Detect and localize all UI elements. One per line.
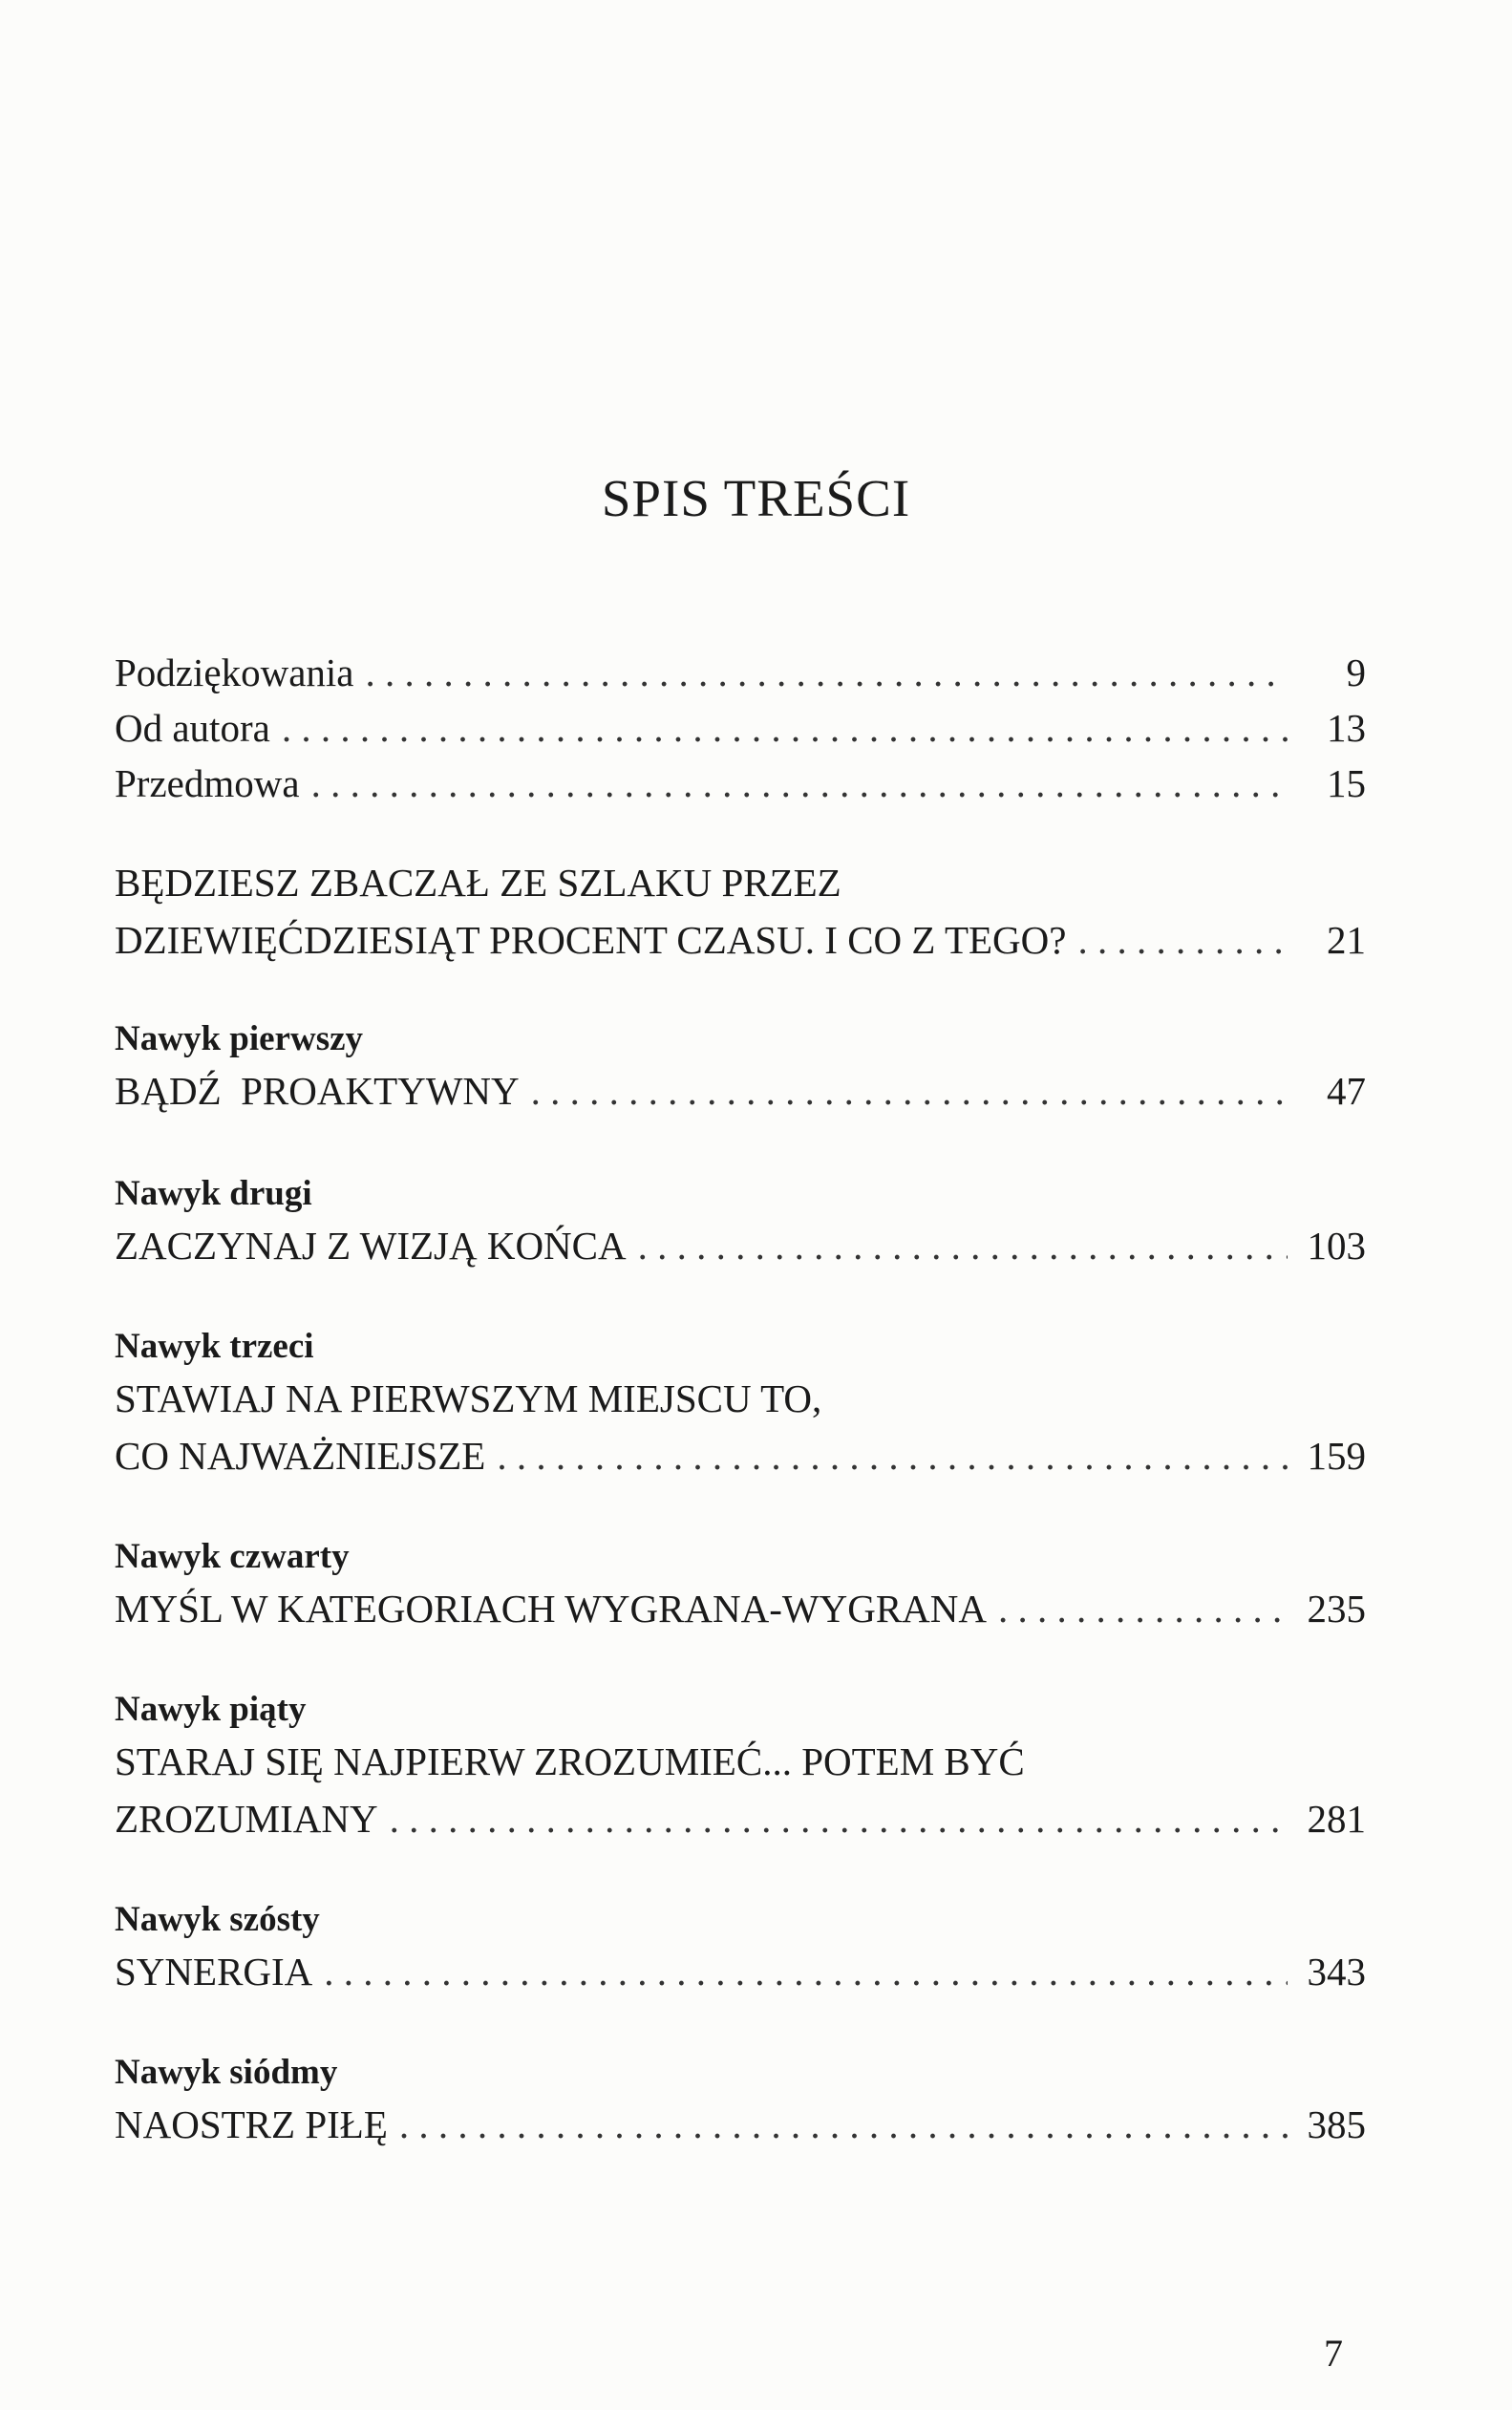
habit-heading-7: Nawyk siódmy: [115, 2053, 338, 2092]
toc-entry-intro[interactable]: [115, 917, 1366, 972]
habit-heading-4: Nawyk czwarty: [115, 1537, 350, 1576]
entry-label: Od autora: [115, 706, 270, 750]
entry-label: SYNERGIA: [115, 1950, 313, 1994]
entry-page-number: 281: [1307, 1797, 1366, 1841]
dot-leader: [324, 1949, 1288, 1994]
habit-heading-3: Nawyk trzeci: [115, 1327, 314, 1366]
entry-page-number: 47: [1327, 1069, 1366, 1113]
dot-leader: [282, 705, 1288, 751]
dot-leader: [998, 1586, 1288, 1632]
toc-entry-acknowledgements[interactable]: [115, 650, 1366, 705]
entry-label: MYŚL W KATEGORIACH WYGRANA-WYGRANA: [115, 1587, 987, 1631]
toc-entry-habit-2[interactable]: [115, 1223, 1366, 1278]
page-title: SPIS TREŚCI: [601, 469, 911, 527]
entry-label: Przedmowa: [115, 761, 300, 805]
entry-page-number: 9: [1346, 650, 1366, 694]
toc-entry-habit-3-line1: STAWIAJ NA PIERWSZYM MIEJSCU TO,: [115, 1376, 822, 1420]
toc-entry-habit-1[interactable]: [115, 1068, 1366, 1123]
dot-leader: [531, 1068, 1288, 1114]
toc-entry-habit-4[interactable]: [115, 1586, 1366, 1641]
entry-label: CO NAJWAŻNIEJSZE: [115, 1434, 486, 1478]
entry-page-number: 103: [1307, 1224, 1366, 1268]
entry-page-number: 15: [1327, 761, 1366, 805]
toc-entry-preface[interactable]: [115, 760, 1366, 816]
entry-label: ZROZUMIANY: [115, 1797, 378, 1841]
habit-heading-6: Nawyk szósty: [115, 1900, 320, 1939]
entry-label: Podziękowania: [115, 650, 354, 694]
page-number: 7: [1324, 2332, 1343, 2375]
entry-page-number: 343: [1307, 1950, 1366, 1994]
dot-leader: [390, 1796, 1288, 1842]
toc-entry-intro-line1: BĘDZIESZ ZBACZAŁ ZE SZLAKU PRZEZ: [115, 861, 841, 905]
entry-page-number: 13: [1327, 706, 1366, 750]
entry-page-number: 159: [1307, 1434, 1366, 1478]
entry-label: DZIEWIĘĆDZIESIĄT PROCENT CZASU. I CO Z TEGO?: [115, 918, 1067, 962]
toc-entry-habit-5-line1: STARAJ SIĘ NAJPIERW ZROZUMIEĆ... POTEM BYĆ: [115, 1739, 1025, 1783]
entry-label: BĄDŹ PROAKTYWNY: [115, 1069, 520, 1113]
entry-label: NAOSTRZ PIŁĘ: [115, 2102, 388, 2146]
habit-heading-5: Nawyk piąty: [115, 1690, 307, 1729]
toc-entry-habit-6[interactable]: [115, 1949, 1366, 2004]
dot-leader: [399, 2101, 1288, 2147]
toc-entry-from-author[interactable]: [115, 705, 1366, 760]
entry-page-number: 21: [1327, 918, 1366, 962]
habit-heading-2: Nawyk drugi: [115, 1174, 312, 1213]
toc-entry-habit-7[interactable]: [115, 2101, 1366, 2157]
dot-leader: [497, 1433, 1288, 1479]
entry-page-number: 235: [1307, 1587, 1366, 1631]
entry-page-number: 385: [1307, 2102, 1366, 2146]
entry-label: ZACZYNAJ Z WIZJĄ KOŃCA: [115, 1224, 627, 1268]
dot-leader: [311, 760, 1288, 806]
toc-entry-habit-5[interactable]: [115, 1796, 1366, 1851]
dot-leader: [1077, 917, 1288, 963]
toc-entry-habit-3[interactable]: [115, 1433, 1366, 1488]
dot-leader: [638, 1223, 1288, 1269]
dot-leader: [365, 650, 1288, 695]
habit-heading-1: Nawyk pierwszy: [115, 1019, 364, 1058]
